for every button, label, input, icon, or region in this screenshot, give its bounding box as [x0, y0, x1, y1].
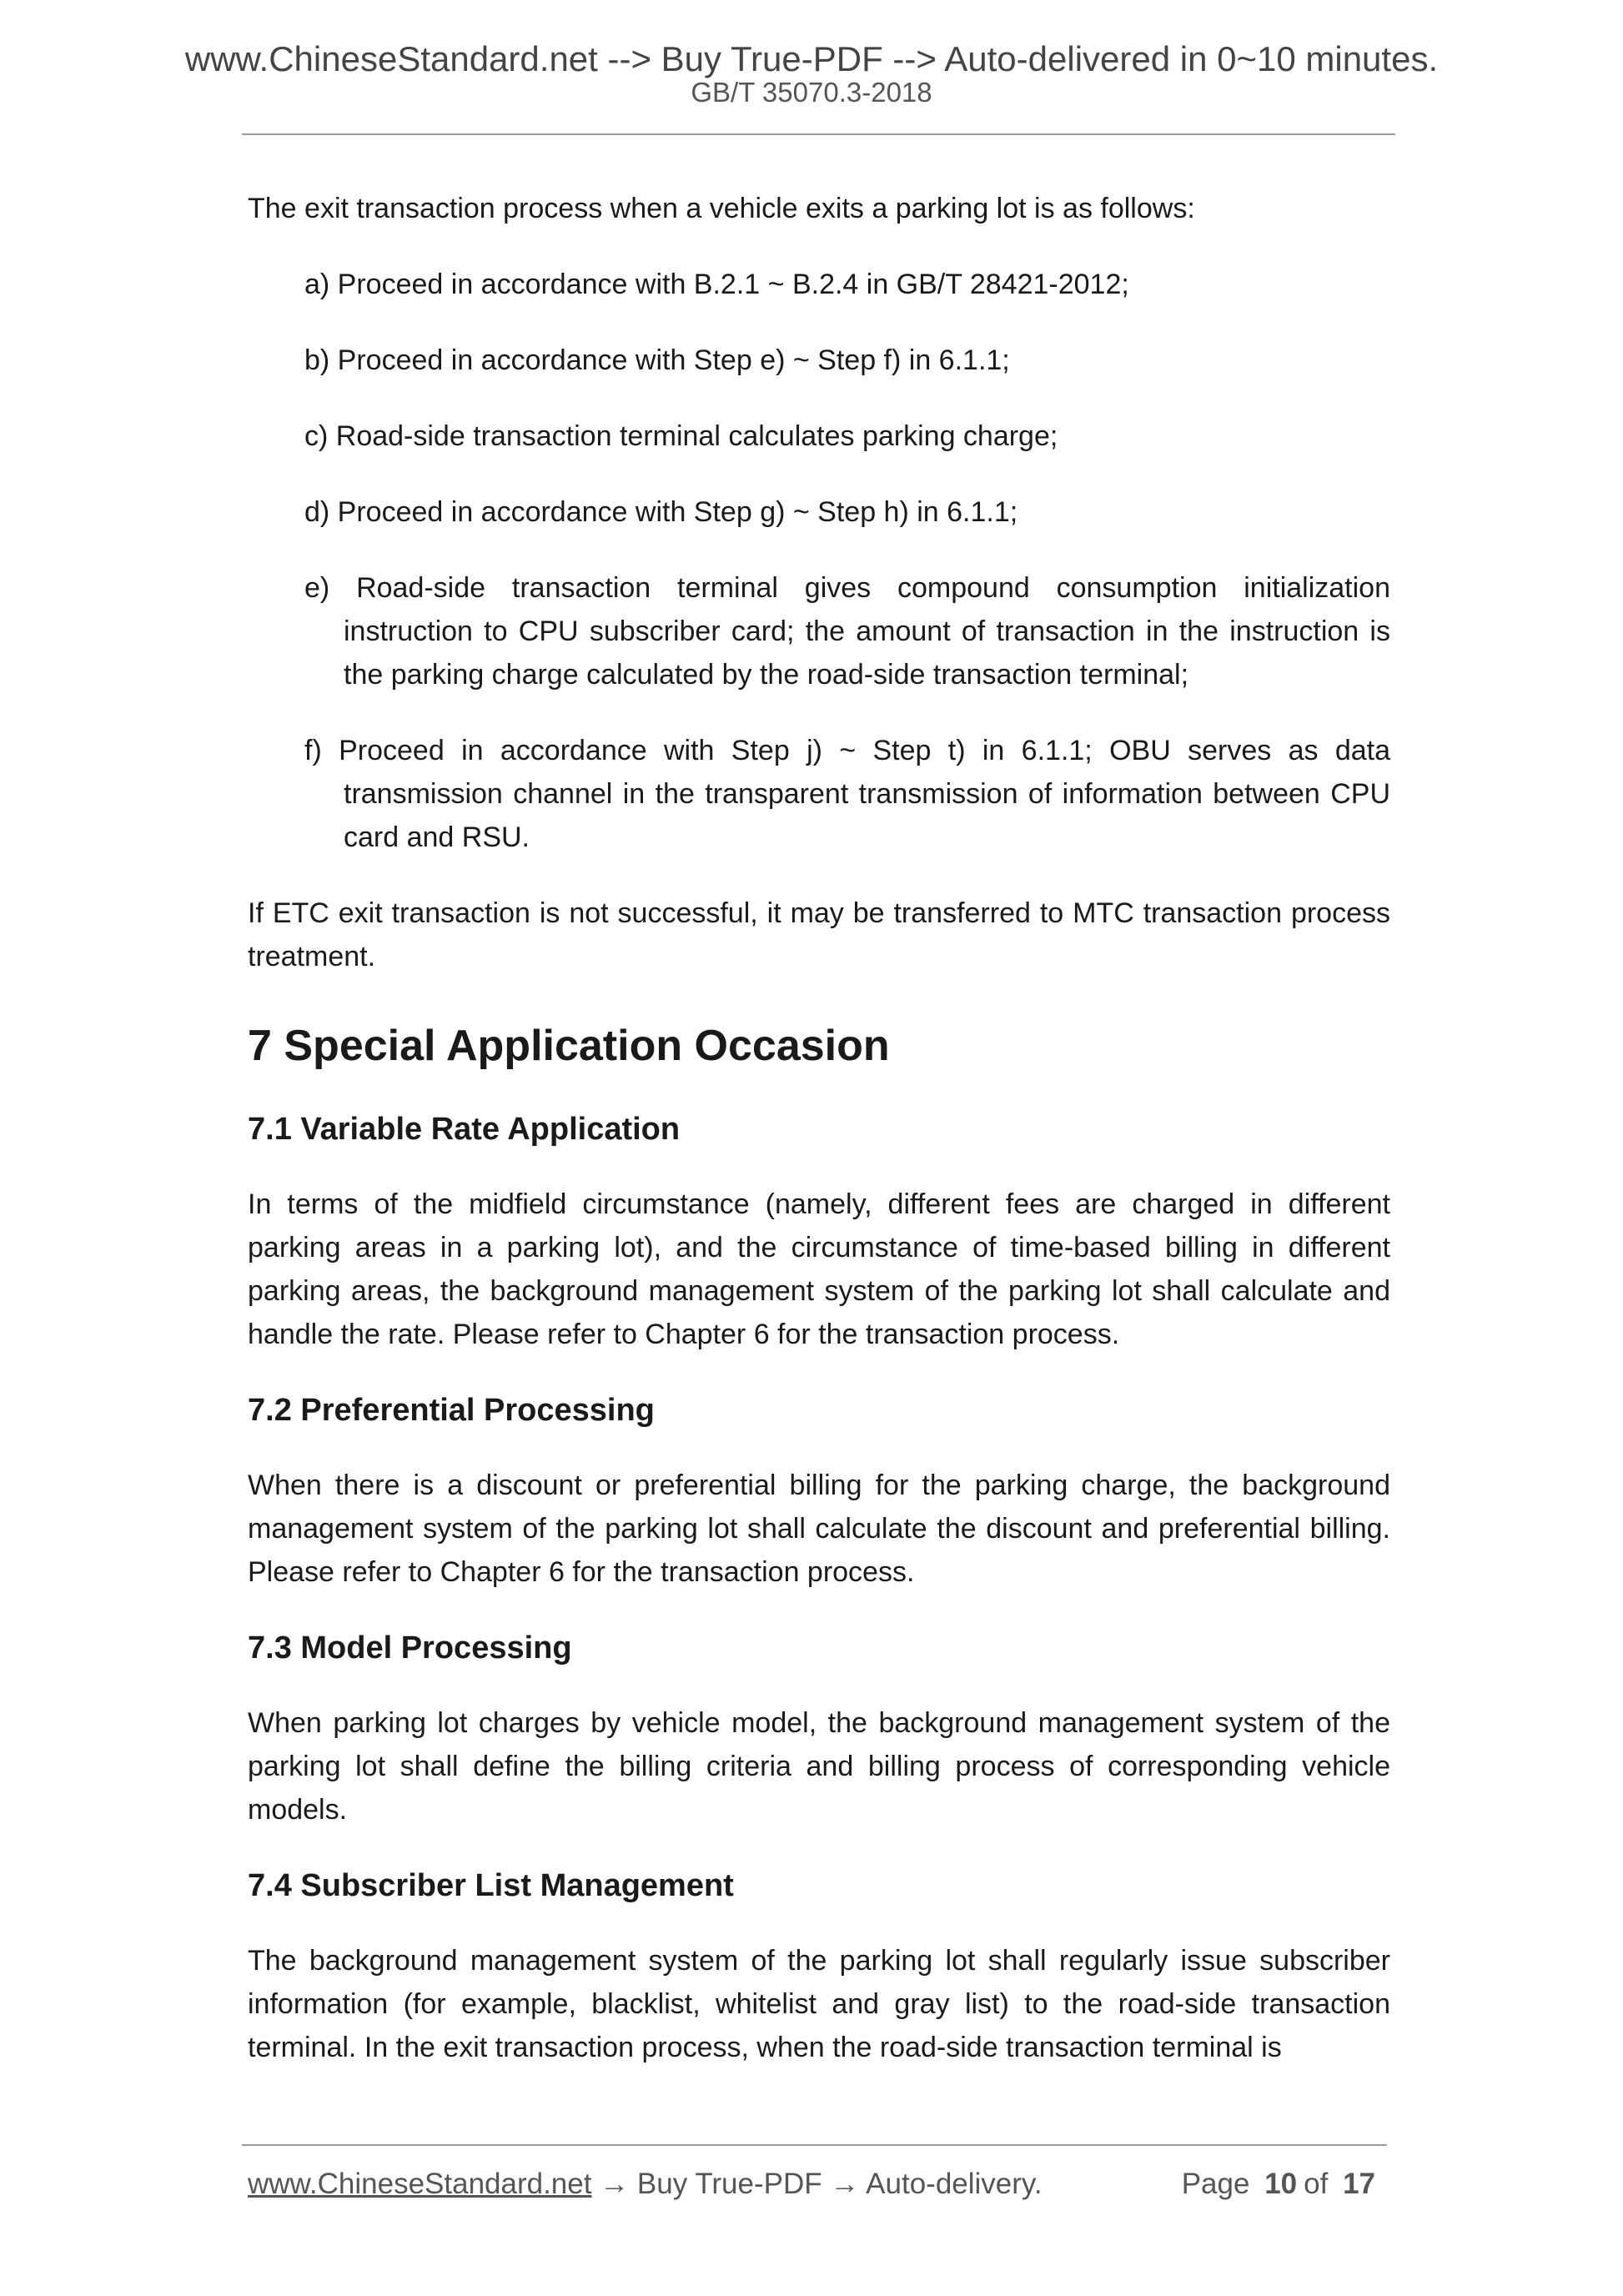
- of-label: of: [1304, 2168, 1329, 2200]
- standard-code: GB/T 35070.3-2018: [691, 77, 932, 108]
- chapter-title: 7 Special Application Occasion: [248, 1022, 890, 1070]
- document-body: [248, 187, 1390, 2102]
- list-item: b) Proceed in accordance with Step e) ~ Step f) in 6.1.1;: [304, 344, 1010, 376]
- section-paragraph: When there is a discount or preferential billing for the parking charge, the background management system of the parking lot shall calculate the discount and preferential billing. Please refer to Chapter 6 for the transaction process.: [248, 1470, 1390, 1588]
- section-paragraph: The background management system of the parking lot shall regularly issue subscriber information (for example, blacklist, whitelist and gray list) to the road-side transaction terminal. In the exit transaction process, when the road-side transaction terminal is: [248, 1945, 1390, 2063]
- list-item: c) Road-side transaction terminal calculates parking charge;: [304, 420, 1058, 452]
- total-pages: 17: [1343, 2168, 1375, 2200]
- section-title: 7.4 Subscriber List Management: [248, 1868, 734, 1903]
- page-footer: [248, 2163, 1390, 2205]
- closing-paragraph: If ETC exit transaction is not successful, it may be transferred to MTC transaction process treatment.: [248, 897, 1390, 972]
- header-divider: [242, 133, 1395, 135]
- list-item: e) Road-side transaction terminal gives compound consumption initialization instruction to CPU subscriber card; the amount of transaction in the instruction is the parking charge calculated by the road-side transaction terminal;: [304, 572, 1390, 691]
- list-item: a) Proceed in accordance with B.2.1 ~ B.2.4 in GB/T 28421-2012;: [304, 269, 1129, 300]
- page-label: Page: [1181, 2168, 1250, 2200]
- page-number: 10: [1264, 2168, 1298, 2200]
- list-item: f) Proceed in accordance with Step j) ~ Step t) in 6.1.1; OBU serves as data transmission channel in the transparent transmission of information between CPU card and RSU.: [304, 735, 1390, 853]
- footer-tagline-text: → Buy True-PDF → Auto-delivery.: [591, 2168, 1043, 2200]
- section-paragraph: In terms of the midfield circumstance (namely, different fees are charged in different parking areas in a parking lot), and the circumstance of time-based billing in different parking areas, the background management system of the parking lot shall calculate and handle the rate. Please refer to Chapter 6 for the transaction process.: [248, 1188, 1390, 1350]
- site-link[interactable]: www.ChineseStandard.net: [248, 2168, 592, 2200]
- list-item: d) Proceed in accordance with Step g) ~ Step h) in 6.1.1;: [304, 496, 1018, 528]
- page-indicator: [1182, 2163, 1382, 2205]
- section-title: 7.3 Model Processing: [248, 1630, 572, 1665]
- footer-divider: [242, 2144, 1387, 2146]
- section-title: 7.1 Variable Rate Application: [248, 1112, 681, 1147]
- section-title: 7.2 Preferential Processing: [248, 1393, 655, 1428]
- section-paragraph: When parking lot charges by vehicle model, the background management system of the parking lot shall define the billing criteria and billing process of corresponding vehicle models.: [248, 1707, 1390, 1826]
- site-banner: www.ChineseStandard.net --> Buy True-PDF --> Auto-delivered in 0~10 minutes.: [184, 39, 1439, 78]
- intro-paragraph: The exit transaction process when a vehicle exits a parking lot is as follows:: [248, 193, 1195, 224]
- footer-tagline: [248, 2163, 1043, 2205]
